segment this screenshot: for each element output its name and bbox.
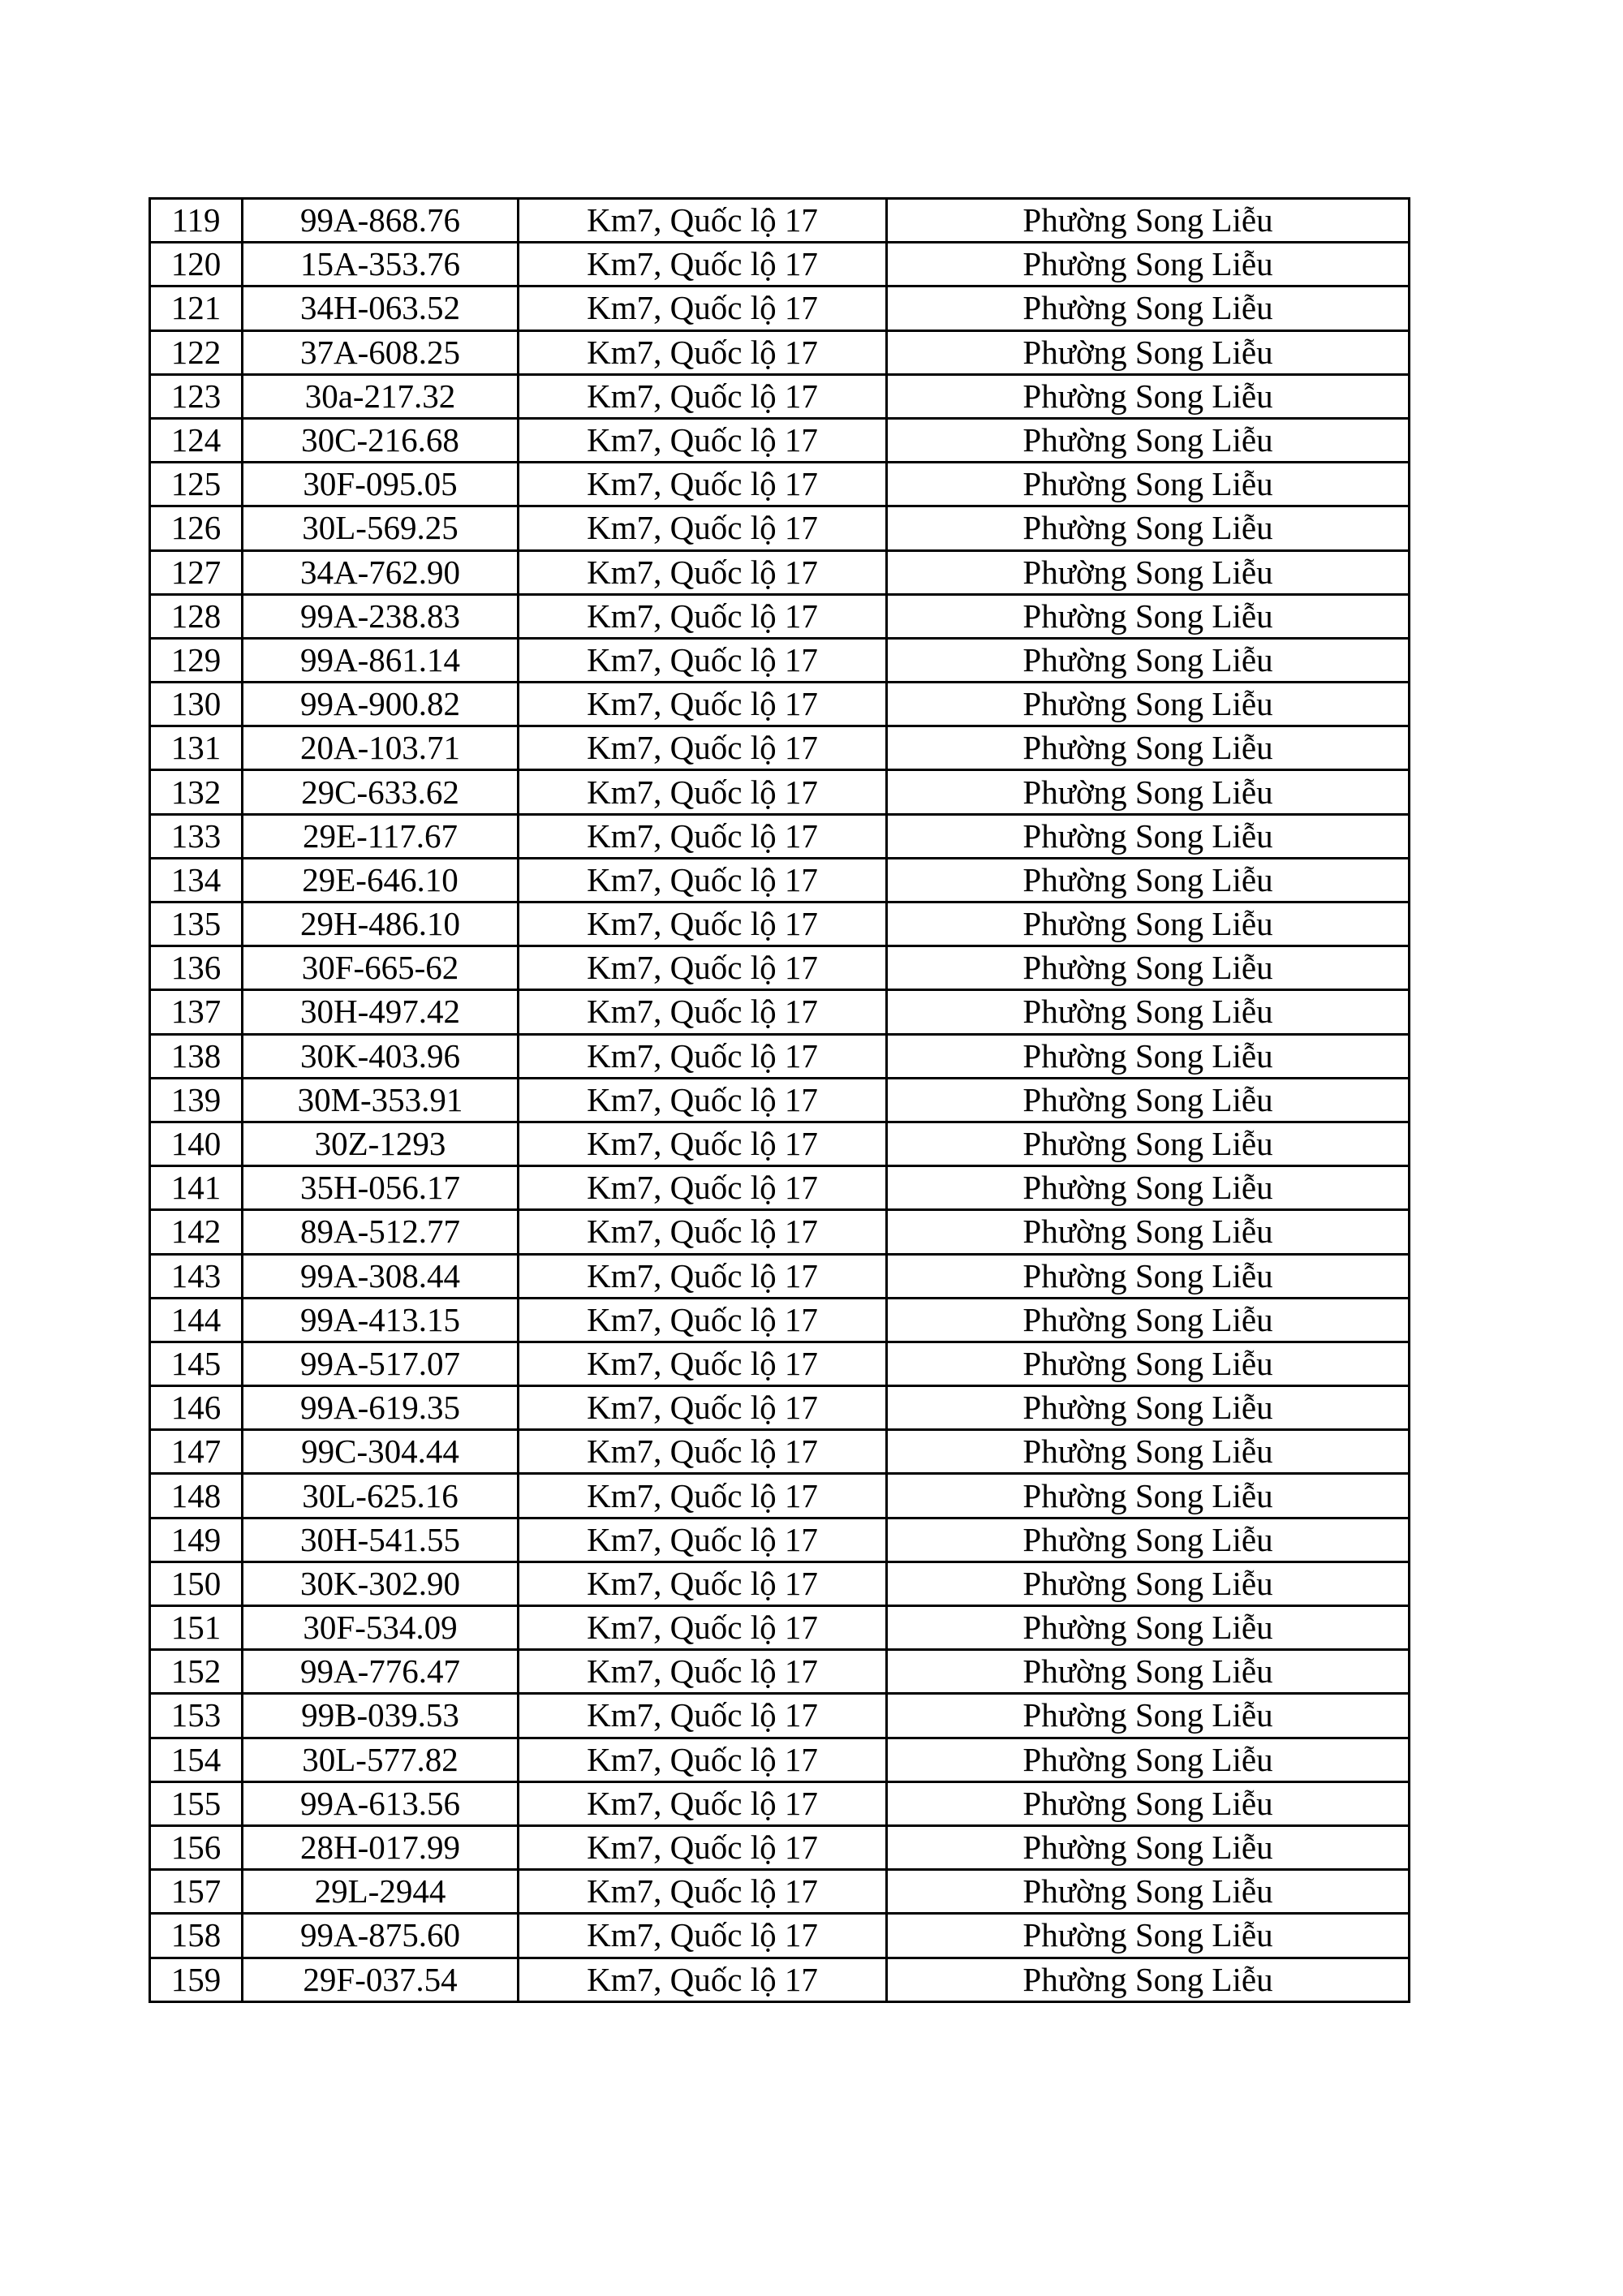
location-cell: Km7, Quốc lộ 17 xyxy=(519,1474,887,1518)
ward-cell: Phường Song Liễu xyxy=(887,1078,1410,1122)
table-row xyxy=(150,1078,1410,1122)
table-row xyxy=(150,858,1410,902)
license-plate-cell: 30H-541.55 xyxy=(243,1518,519,1562)
location-cell: Km7, Quốc lộ 17 xyxy=(519,770,887,814)
license-plate-cell: 30M-353.91 xyxy=(243,1078,519,1122)
location-cell: Km7, Quốc lộ 17 xyxy=(519,1650,887,1694)
row-number-cell: 159 xyxy=(150,1958,243,2001)
license-plate-cell: 99B-039.53 xyxy=(243,1694,519,1738)
table-row xyxy=(150,286,1410,330)
ward-cell: Phường Song Liễu xyxy=(887,506,1410,550)
row-number-cell: 123 xyxy=(150,374,243,418)
table-row xyxy=(150,1870,1410,1914)
license-plate-cell: 15A-353.76 xyxy=(243,243,519,286)
table-row xyxy=(150,1166,1410,1210)
table-row xyxy=(150,330,1410,374)
row-number-cell: 134 xyxy=(150,858,243,902)
location-cell: Km7, Quốc lộ 17 xyxy=(519,1694,887,1738)
license-plate-cell: 29E-117.67 xyxy=(243,814,519,858)
table-row xyxy=(150,199,1410,243)
row-number-cell: 119 xyxy=(150,199,243,243)
row-number-cell: 127 xyxy=(150,550,243,594)
location-cell: Km7, Quốc lộ 17 xyxy=(519,594,887,638)
row-number-cell: 147 xyxy=(150,1430,243,1474)
table-row xyxy=(150,1781,1410,1825)
table-row xyxy=(150,1474,1410,1518)
table-row xyxy=(150,1606,1410,1650)
location-cell: Km7, Quốc lộ 17 xyxy=(519,1562,887,1605)
ward-cell: Phường Song Liễu xyxy=(887,946,1410,990)
table-row xyxy=(150,1518,1410,1562)
table-row xyxy=(150,946,1410,990)
license-plate-cell: 34H-063.52 xyxy=(243,286,519,330)
row-number-cell: 122 xyxy=(150,330,243,374)
row-number-cell: 143 xyxy=(150,1254,243,1298)
table-row xyxy=(150,770,1410,814)
license-plate-cell: 29H-486.10 xyxy=(243,902,519,946)
ward-cell: Phường Song Liễu xyxy=(887,550,1410,594)
row-number-cell: 121 xyxy=(150,286,243,330)
ward-cell: Phường Song Liễu xyxy=(887,1430,1410,1474)
license-plate-cell: 29F-037.54 xyxy=(243,1958,519,2001)
table-body xyxy=(150,199,1410,2002)
table-row xyxy=(150,374,1410,418)
license-plate-cell: 30F-095.05 xyxy=(243,463,519,506)
location-cell: Km7, Quốc lộ 17 xyxy=(519,199,887,243)
ward-cell: Phường Song Liễu xyxy=(887,1386,1410,1430)
license-plate-cell: 99A-868.76 xyxy=(243,199,519,243)
license-plate-cell: 99A-413.15 xyxy=(243,1298,519,1342)
row-number-cell: 124 xyxy=(150,418,243,462)
table-row xyxy=(150,1122,1410,1165)
location-cell: Km7, Quốc lộ 17 xyxy=(519,902,887,946)
license-plate-cell: 99C-304.44 xyxy=(243,1430,519,1474)
row-number-cell: 150 xyxy=(150,1562,243,1605)
table-row xyxy=(150,638,1410,682)
row-number-cell: 145 xyxy=(150,1342,243,1385)
ward-cell: Phường Song Liễu xyxy=(887,418,1410,462)
table-row xyxy=(150,814,1410,858)
license-plate-cell: 30C-216.68 xyxy=(243,418,519,462)
license-plate-cell: 30F-665-62 xyxy=(243,946,519,990)
ward-cell: Phường Song Liễu xyxy=(887,902,1410,946)
row-number-cell: 144 xyxy=(150,1298,243,1342)
location-cell: Km7, Quốc lộ 17 xyxy=(519,1781,887,1825)
ward-cell: Phường Song Liễu xyxy=(887,1298,1410,1342)
ward-cell: Phường Song Liễu xyxy=(887,858,1410,902)
location-cell: Km7, Quốc lộ 17 xyxy=(519,1914,887,1958)
location-cell: Km7, Quốc lộ 17 xyxy=(519,858,887,902)
row-number-cell: 141 xyxy=(150,1166,243,1210)
table-row xyxy=(150,1650,1410,1694)
license-plate-cell: 30L-577.82 xyxy=(243,1738,519,1781)
table-row xyxy=(150,1694,1410,1738)
location-cell: Km7, Quốc lộ 17 xyxy=(519,330,887,374)
license-plate-cell: 99A-517.07 xyxy=(243,1342,519,1385)
location-cell: Km7, Quốc lộ 17 xyxy=(519,243,887,286)
location-cell: Km7, Quốc lộ 17 xyxy=(519,1606,887,1650)
ward-cell: Phường Song Liễu xyxy=(887,1825,1410,1869)
row-number-cell: 149 xyxy=(150,1518,243,1562)
license-plate-cell: 89A-512.77 xyxy=(243,1210,519,1254)
location-cell: Km7, Quốc lộ 17 xyxy=(519,990,887,1034)
table-row xyxy=(150,1914,1410,1958)
location-cell: Km7, Quốc lộ 17 xyxy=(519,946,887,990)
location-cell: Km7, Quốc lộ 17 xyxy=(519,1958,887,2001)
row-number-cell: 151 xyxy=(150,1606,243,1650)
row-number-cell: 129 xyxy=(150,638,243,682)
location-cell: Km7, Quốc lộ 17 xyxy=(519,1825,887,1869)
ward-cell: Phường Song Liễu xyxy=(887,1122,1410,1165)
ward-cell: Phường Song Liễu xyxy=(887,243,1410,286)
location-cell: Km7, Quốc lộ 17 xyxy=(519,1078,887,1122)
license-plate-cell: 30L-569.25 xyxy=(243,506,519,550)
ward-cell: Phường Song Liễu xyxy=(887,1342,1410,1385)
location-cell: Km7, Quốc lộ 17 xyxy=(519,1386,887,1430)
ward-cell: Phường Song Liễu xyxy=(887,1958,1410,2001)
ward-cell: Phường Song Liễu xyxy=(887,1694,1410,1738)
location-cell: Km7, Quốc lộ 17 xyxy=(519,1298,887,1342)
location-cell: Km7, Quốc lộ 17 xyxy=(519,506,887,550)
ward-cell: Phường Song Liễu xyxy=(887,1606,1410,1650)
row-number-cell: 154 xyxy=(150,1738,243,1781)
table-row xyxy=(150,1825,1410,1869)
row-number-cell: 132 xyxy=(150,770,243,814)
location-cell: Km7, Quốc lộ 17 xyxy=(519,814,887,858)
location-cell: Km7, Quốc lộ 17 xyxy=(519,1166,887,1210)
ward-cell: Phường Song Liễu xyxy=(887,1870,1410,1914)
row-number-cell: 125 xyxy=(150,463,243,506)
location-cell: Km7, Quốc lộ 17 xyxy=(519,1738,887,1781)
row-number-cell: 146 xyxy=(150,1386,243,1430)
location-cell: Km7, Quốc lộ 17 xyxy=(519,638,887,682)
location-cell: Km7, Quốc lộ 17 xyxy=(519,1870,887,1914)
table-row xyxy=(150,506,1410,550)
license-plate-cell: 29L-2944 xyxy=(243,1870,519,1914)
location-cell: Km7, Quốc lộ 17 xyxy=(519,418,887,462)
license-plate-cell: 35H-056.17 xyxy=(243,1166,519,1210)
location-cell: Km7, Quốc lộ 17 xyxy=(519,1034,887,1078)
row-number-cell: 131 xyxy=(150,726,243,770)
table-row xyxy=(150,463,1410,506)
license-plate-cell: 99A-238.83 xyxy=(243,594,519,638)
ward-cell: Phường Song Liễu xyxy=(887,1166,1410,1210)
table-row xyxy=(150,902,1410,946)
location-cell: Km7, Quốc lộ 17 xyxy=(519,286,887,330)
vehicle-list-table xyxy=(149,197,1410,2003)
ward-cell: Phường Song Liễu xyxy=(887,330,1410,374)
location-cell: Km7, Quốc lộ 17 xyxy=(519,550,887,594)
table-row xyxy=(150,1034,1410,1078)
license-plate-cell: 30H-497.42 xyxy=(243,990,519,1034)
ward-cell: Phường Song Liễu xyxy=(887,1518,1410,1562)
row-number-cell: 152 xyxy=(150,1650,243,1694)
row-number-cell: 148 xyxy=(150,1474,243,1518)
row-number-cell: 155 xyxy=(150,1781,243,1825)
license-plate-cell: 30K-403.96 xyxy=(243,1034,519,1078)
row-number-cell: 135 xyxy=(150,902,243,946)
row-number-cell: 142 xyxy=(150,1210,243,1254)
table-row xyxy=(150,683,1410,726)
row-number-cell: 128 xyxy=(150,594,243,638)
ward-cell: Phường Song Liễu xyxy=(887,1781,1410,1825)
row-number-cell: 140 xyxy=(150,1122,243,1165)
ward-cell: Phường Song Liễu xyxy=(887,1474,1410,1518)
table-row xyxy=(150,550,1410,594)
ward-cell: Phường Song Liễu xyxy=(887,638,1410,682)
row-number-cell: 137 xyxy=(150,990,243,1034)
license-plate-cell: 99A-613.56 xyxy=(243,1781,519,1825)
ward-cell: Phường Song Liễu xyxy=(887,374,1410,418)
ward-cell: Phường Song Liễu xyxy=(887,990,1410,1034)
table-row xyxy=(150,1430,1410,1474)
ward-cell: Phường Song Liễu xyxy=(887,1034,1410,1078)
license-plate-cell: 34A-762.90 xyxy=(243,550,519,594)
location-cell: Km7, Quốc lộ 17 xyxy=(519,1210,887,1254)
ward-cell: Phường Song Liễu xyxy=(887,726,1410,770)
ward-cell: Phường Song Liễu xyxy=(887,1562,1410,1605)
license-plate-cell: 99A-900.82 xyxy=(243,683,519,726)
row-number-cell: 136 xyxy=(150,946,243,990)
row-number-cell: 153 xyxy=(150,1694,243,1738)
ward-cell: Phường Song Liễu xyxy=(887,199,1410,243)
table-row xyxy=(150,1254,1410,1298)
license-plate-cell: 37A-608.25 xyxy=(243,330,519,374)
row-number-cell: 133 xyxy=(150,814,243,858)
license-plate-cell: 30a-217.32 xyxy=(243,374,519,418)
table-row xyxy=(150,594,1410,638)
location-cell: Km7, Quốc lộ 17 xyxy=(519,1342,887,1385)
license-plate-cell: 30K-302.90 xyxy=(243,1562,519,1605)
row-number-cell: 139 xyxy=(150,1078,243,1122)
license-plate-cell: 28H-017.99 xyxy=(243,1825,519,1869)
location-cell: Km7, Quốc lộ 17 xyxy=(519,1254,887,1298)
license-plate-cell: 30Z-1293 xyxy=(243,1122,519,1165)
table-row xyxy=(150,1210,1410,1254)
license-plate-cell: 29E-646.10 xyxy=(243,858,519,902)
location-cell: Km7, Quốc lộ 17 xyxy=(519,374,887,418)
ward-cell: Phường Song Liễu xyxy=(887,770,1410,814)
table-row xyxy=(150,1562,1410,1605)
license-plate-cell: 29C-633.62 xyxy=(243,770,519,814)
table-row xyxy=(150,1958,1410,2001)
ward-cell: Phường Song Liễu xyxy=(887,1650,1410,1694)
ward-cell: Phường Song Liễu xyxy=(887,1914,1410,1958)
license-plate-cell: 99A-861.14 xyxy=(243,638,519,682)
license-plate-cell: 20A-103.71 xyxy=(243,726,519,770)
location-cell: Km7, Quốc lộ 17 xyxy=(519,683,887,726)
location-cell: Km7, Quốc lộ 17 xyxy=(519,1518,887,1562)
license-plate-cell: 30L-625.16 xyxy=(243,1474,519,1518)
row-number-cell: 157 xyxy=(150,1870,243,1914)
location-cell: Km7, Quốc lộ 17 xyxy=(519,463,887,506)
ward-cell: Phường Song Liễu xyxy=(887,594,1410,638)
ward-cell: Phường Song Liễu xyxy=(887,463,1410,506)
row-number-cell: 156 xyxy=(150,1825,243,1869)
table-row xyxy=(150,1298,1410,1342)
row-number-cell: 126 xyxy=(150,506,243,550)
ward-cell: Phường Song Liễu xyxy=(887,1738,1410,1781)
ward-cell: Phường Song Liễu xyxy=(887,1254,1410,1298)
table-row xyxy=(150,726,1410,770)
license-plate-cell: 99A-619.35 xyxy=(243,1386,519,1430)
ward-cell: Phường Song Liễu xyxy=(887,1210,1410,1254)
license-plate-cell: 99A-308.44 xyxy=(243,1254,519,1298)
table-row xyxy=(150,1386,1410,1430)
location-cell: Km7, Quốc lộ 17 xyxy=(519,1430,887,1474)
ward-cell: Phường Song Liễu xyxy=(887,683,1410,726)
row-number-cell: 158 xyxy=(150,1914,243,1958)
table-row xyxy=(150,1342,1410,1385)
license-plate-cell: 30F-534.09 xyxy=(243,1606,519,1650)
row-number-cell: 130 xyxy=(150,683,243,726)
ward-cell: Phường Song Liễu xyxy=(887,814,1410,858)
location-cell: Km7, Quốc lộ 17 xyxy=(519,1122,887,1165)
row-number-cell: 138 xyxy=(150,1034,243,1078)
table-row xyxy=(150,1738,1410,1781)
license-plate-cell: 99A-776.47 xyxy=(243,1650,519,1694)
license-plate-cell: 99A-875.60 xyxy=(243,1914,519,1958)
location-cell: Km7, Quốc lộ 17 xyxy=(519,726,887,770)
table-row xyxy=(150,418,1410,462)
table-row xyxy=(150,990,1410,1034)
ward-cell: Phường Song Liễu xyxy=(887,286,1410,330)
table-row xyxy=(150,243,1410,286)
row-number-cell: 120 xyxy=(150,243,243,286)
